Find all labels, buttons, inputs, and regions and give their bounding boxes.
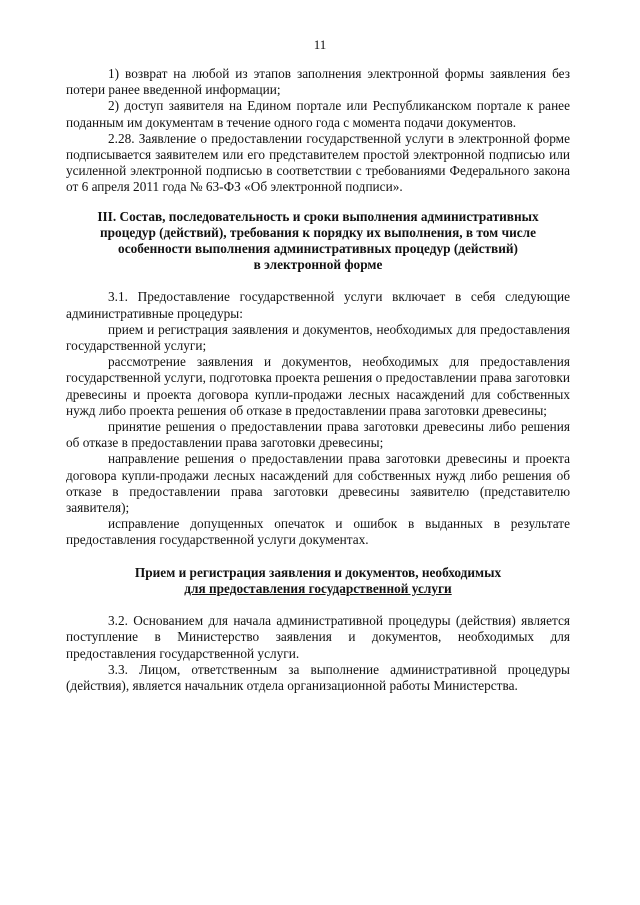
- heading-line: III. Состав, последовательность и сроки выполнения административных: [97, 208, 539, 224]
- paragraph: направление решения о предоставлении права заготовки древесины и проекта договора купли-продажи лесных насаждений для собственных нужд либо решения об отказе в предоставлении права заготовки древесины заявителю (представителю заявителя);: [66, 451, 570, 516]
- paragraph: исправление допущенных опечаток и ошибок в выданных в результате предоставления государственной услуги документах.: [66, 516, 570, 548]
- subsection-heading: [66, 565, 570, 597]
- document-body: [66, 66, 570, 694]
- paragraph: 3.3. Лицом, ответственным за выполнение административной процедуры (действия), является начальник отдела организационной работы Министерства.: [66, 661, 570, 693]
- paragraph: принятие решения о предоставлении права заготовки древесины либо решения об отказе в предоставлении права заготовки древесины;: [66, 419, 570, 451]
- paragraph: 3.1. Предоставление государственной услуги включает в себя следующие административные процедуры:: [66, 289, 570, 321]
- heading-line: особенности выполнения административных процедур (действий): [118, 241, 518, 257]
- paragraph: рассмотрение заявления и документов, необходимых для предоставления государственной услуги, подготовка проекта решения о предоставлении права заготовки древесины и проекта договора купли-продажи лесных насаждений для собственных нужд либо проекта решения об отказе в предоставлении права заготовки древесины;: [66, 354, 570, 418]
- paragraph: 3.2. Основанием для начала административной процедуры (действия) является поступление в Министерство заявления и документов, необходимых для предоставления государственной услуги.: [66, 613, 570, 661]
- paragraph: 2.28. Заявление о предоставлении государственной услуги в электронной форме подписывается заявителем или его представителем простой электронной подписью или усиленной электронной подписью в соответствии с требованиями Федерального закона от 6 апреля 2011 года № 63-ФЗ «Об электронной подписи».: [66, 130, 570, 195]
- paragraph: прием и регистрация заявления и документов, необходимых для предоставления государственной услуги;: [66, 321, 570, 354]
- heading-line: Прием и регистрация заявления и документов, необходимых: [134, 564, 502, 580]
- section-heading: [66, 209, 570, 274]
- paragraph: 1) возврат на любой из этапов заполнения электронной формы заявления без потери ранее введенной информации;: [66, 66, 570, 98]
- paragraph: 2) доступ заявителя на Едином портале или Республиканском портале к ранее поданным им документам в течение одного года с момента подачи документов.: [66, 98, 570, 130]
- heading-line: для предоставления государственной услуги: [184, 580, 452, 596]
- heading-line: в электронной форме: [253, 257, 383, 273]
- page-number: 11: [313, 37, 327, 52]
- heading-line: процедур (действий), требования к порядку их выполнения, в том числе: [99, 224, 536, 240]
